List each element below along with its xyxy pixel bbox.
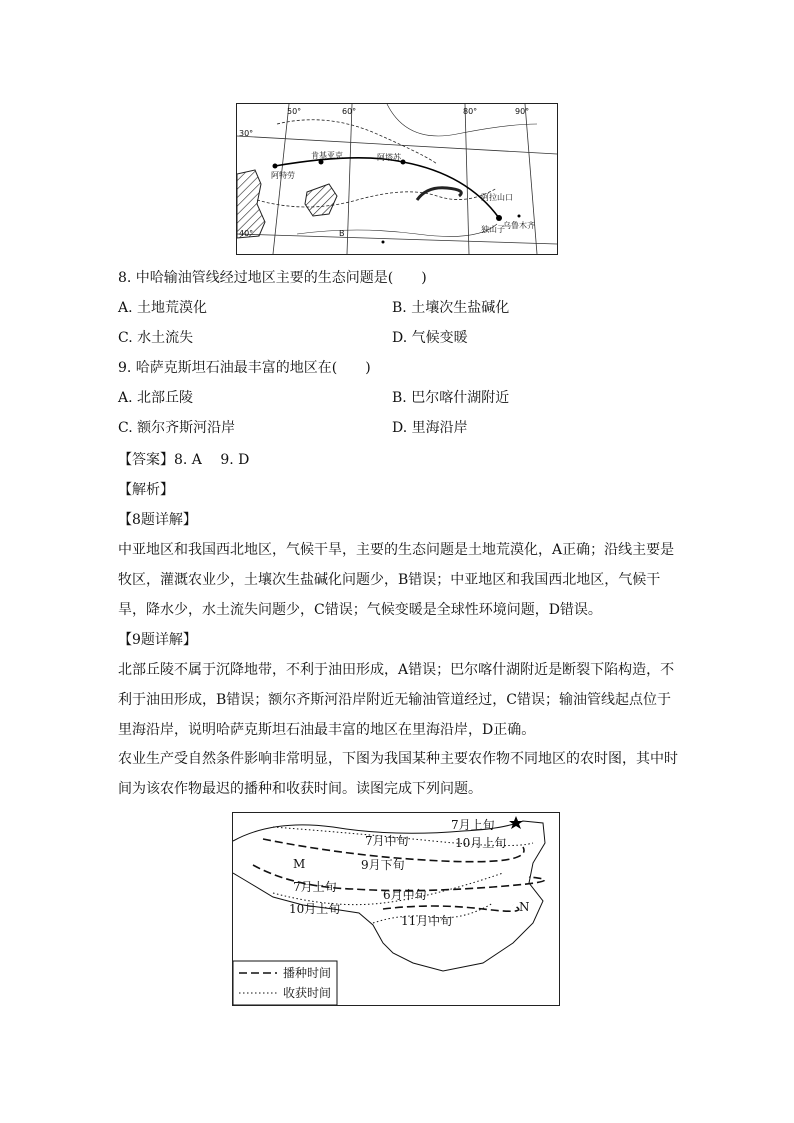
q8-option-a: A. 土地荒漠化	[118, 300, 208, 316]
place-atasu: 阿塔苏	[377, 153, 401, 162]
place-urumqi: 乌鲁木齐	[503, 221, 535, 230]
place-dushanzi: 独山子	[481, 225, 505, 234]
label-jun-mid: 6月中旬	[383, 888, 427, 902]
pipeline-map	[236, 103, 558, 255]
analysis-title: 【解析】	[118, 482, 174, 498]
lon-label: 80°	[463, 107, 478, 116]
label-m: M	[293, 857, 306, 871]
q9-option-d: D. 里海沿岸	[392, 420, 468, 436]
label-oct-early-w: 10月上旬	[289, 902, 341, 916]
place-b: B	[339, 229, 345, 238]
detail-9-text: 北部丘陵不属于沉降地带，不利于油田形成，A错误；巴尔喀什湖附近是断裂下陷构造，不利于油田形成，B错误；额尔齐斯河沿岸附近无输油管道经过，C错误；输油管线起点位于里海沿岸，说明哈萨克斯坦石油最丰富的地区在里海沿岸，D正确。	[118, 662, 675, 738]
label-jul-mid: 7月中旬	[365, 834, 409, 848]
crop-calendar-map	[232, 812, 560, 1006]
answer-line: 【答案】8. A 9. D	[118, 452, 250, 468]
intro-paragraph: 农业生产受自然条件影响非常明显，下图为我国某种主要农作物不同地区的农时图，其中时间为该农作物最迟的播种和收获时间。读图完成下列问题。	[118, 751, 678, 797]
q9-option-b: B. 巴尔喀什湖附近	[392, 390, 510, 406]
detail-8-title: 【8题详解】	[118, 512, 197, 528]
q8-option-c: C. 水土流失	[118, 330, 194, 346]
q9-option-a: A. 北部丘陵	[118, 390, 194, 406]
q8-option-d: D. 气候变暖	[392, 330, 468, 346]
lat-label: 40°	[239, 229, 254, 238]
legend-sowing: 播种时间	[283, 966, 332, 980]
label-nov-mid: 11月中旬	[401, 914, 453, 928]
place-kenkiyak: 肯基亚克	[311, 151, 343, 160]
place-alashankou: 阿拉山口	[481, 193, 513, 202]
detail-8-text: 中亚地区和我国西北地区，气候干旱，主要的生态问题是土地荒漠化，A正确；沿线主要是牧区，灌溉农业少，土壤次生盐碱化问题少，B错误；中亚地区和我国西北地区，气候干旱，降水少，水土流失问题少，C错误；气候变暖是全球性环境问题，D错误。	[118, 542, 675, 618]
legend-harvest: 收获时间	[283, 986, 332, 1000]
lon-label: 50°	[287, 107, 302, 116]
label-sep-late: 9月下旬	[361, 858, 405, 872]
lon-label: 90°	[515, 107, 530, 116]
pipeline-map-svg	[237, 104, 557, 254]
q8-stem: 8. 中哈输油管线经过地区主要的生态问题是( )	[118, 270, 427, 286]
q8-option-b: B. 土壤次生盐碱化	[392, 300, 510, 316]
label-n: N	[519, 900, 530, 914]
lat-label: 30°	[239, 129, 254, 138]
q9-stem: 9. 哈萨克斯坦石油最丰富的地区在( )	[118, 360, 371, 376]
label-oct-mid: 10月上旬	[455, 836, 507, 850]
detail-9-title: 【9题详解】	[118, 632, 197, 648]
place-atyrau: 阿特劳	[271, 171, 295, 180]
label-jul-early-ne: 7月上旬	[451, 818, 495, 832]
label-jul-early-w: 7月上旬	[293, 880, 337, 894]
crop-calendar-map-svg	[233, 813, 559, 1005]
lon-label: 60°	[342, 107, 357, 116]
q9-option-c: C. 额尔齐斯河沿岸	[118, 420, 236, 436]
